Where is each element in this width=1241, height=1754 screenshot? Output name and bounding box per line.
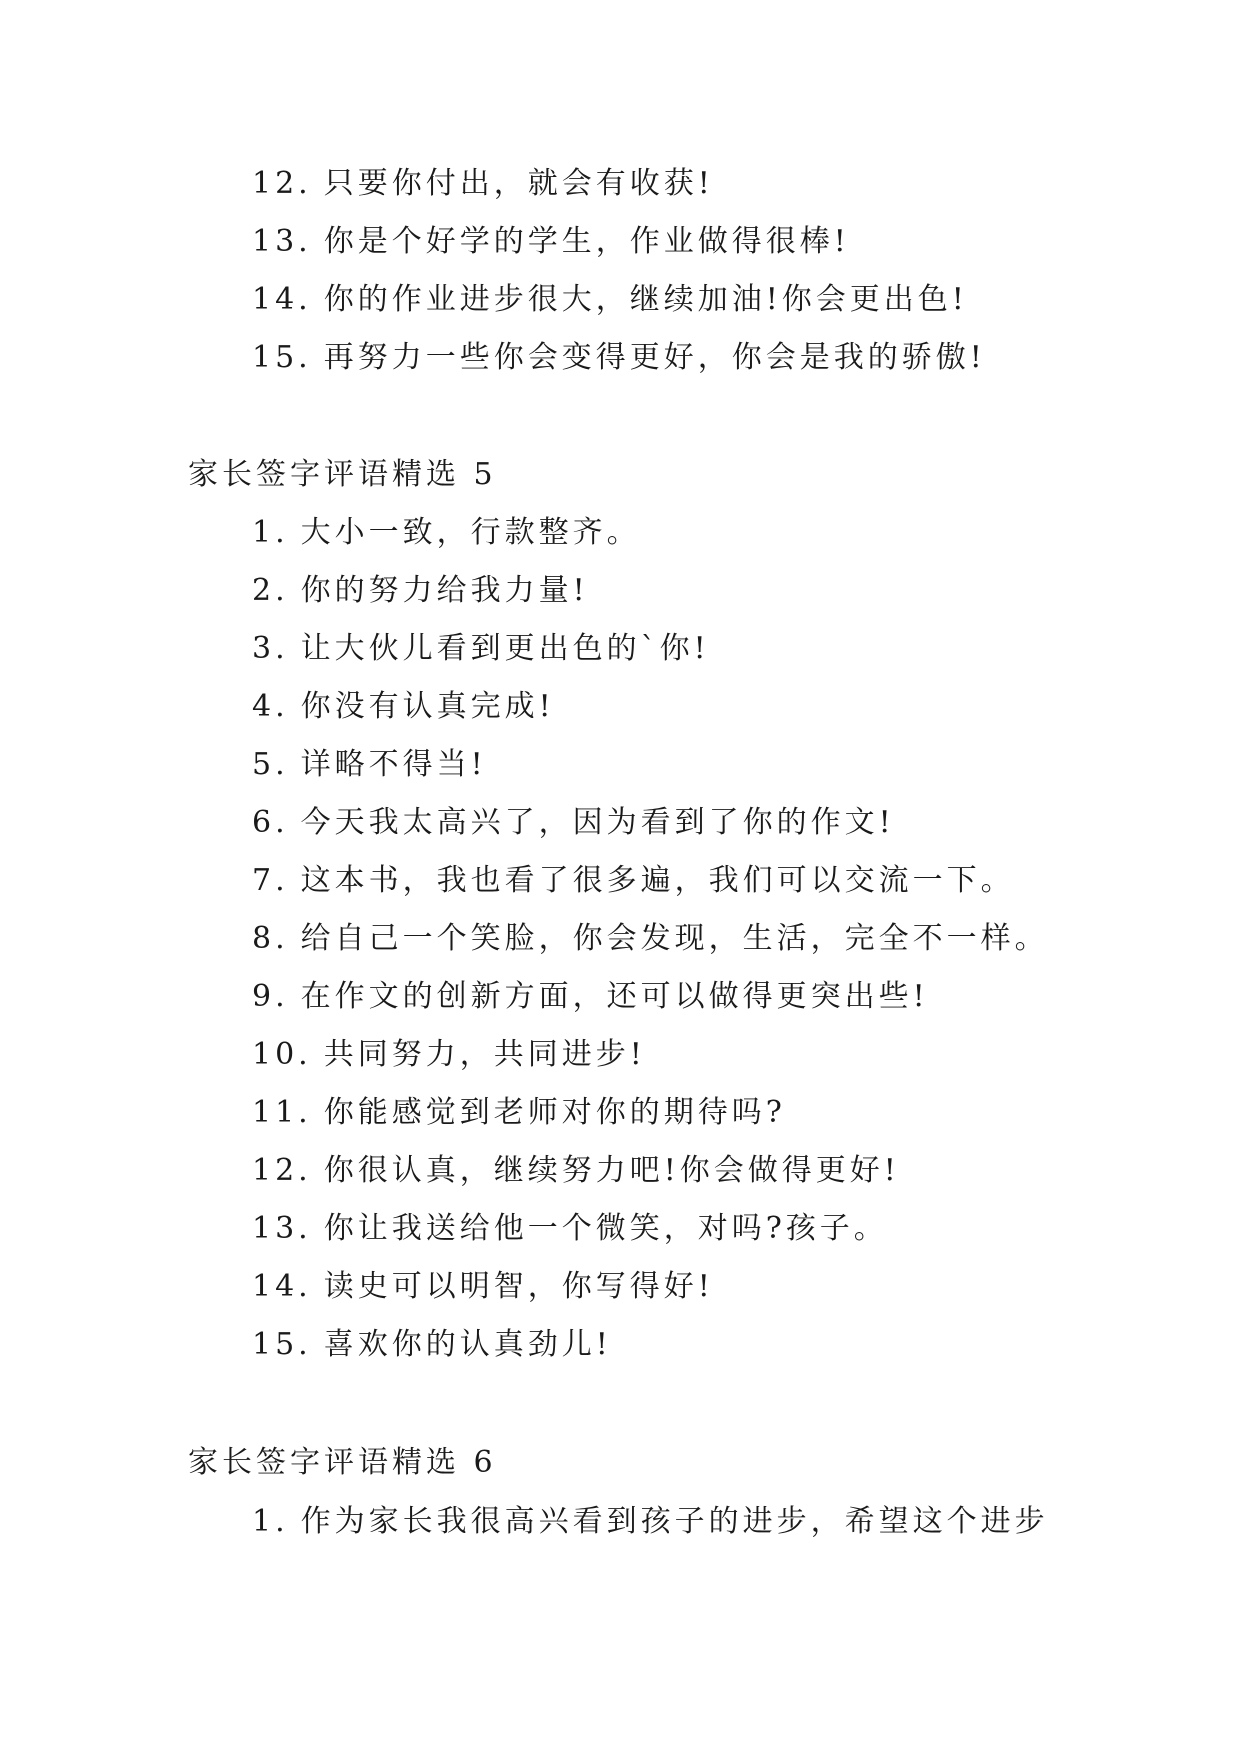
- list-item: 13. 你是个好学的学生，作业做得很棒!: [252, 224, 850, 259]
- list-item: 11. 你能感觉到老师对你的期待吗?: [252, 1095, 786, 1130]
- list-item: 6. 今天我太高兴了，因为看到了你的作文!: [252, 805, 895, 840]
- list-item: 5. 详略不得当!: [252, 747, 487, 782]
- section-heading-5: 家长签字评语精选 5: [188, 457, 497, 492]
- list-item: 4. 你没有认真完成!: [252, 689, 555, 724]
- list-item: 1. 作为家长我很高兴看到孩子的进步，希望这个进步: [252, 1504, 1049, 1539]
- list-item: 14. 你的作业进步很大，继续加油!你会更出色!: [252, 282, 968, 317]
- list-item: 8. 给自己一个笑脸，你会发现，生活，完全不一样。: [252, 921, 1049, 956]
- list-item: 15. 喜欢你的认真劲儿!: [252, 1327, 612, 1362]
- list-item: 2. 你的努力给我力量!: [252, 573, 589, 608]
- list-item: 12. 只要你付出，就会有收获!: [252, 166, 714, 201]
- list-item: 14. 读史可以明智，你写得好!: [252, 1269, 714, 1304]
- list-item: 12. 你很认真，继续努力吧!你会做得更好!: [252, 1153, 900, 1188]
- list-item: 7. 这本书，我也看了很多遍，我们可以交流一下。: [252, 863, 1015, 898]
- section-heading-6: 家长签字评语精选 6: [188, 1445, 497, 1480]
- comment-list-5: [252, 504, 1049, 1374]
- list-item: 13. 你让我送给他一个微笑，对吗?孩子。: [252, 1211, 888, 1246]
- list-item: 9. 在作文的创新方面，还可以做得更突出些!: [252, 979, 929, 1014]
- comment-list-6: [252, 1493, 1049, 1551]
- list-item: 1. 大小一致，行款整齐。: [252, 515, 641, 550]
- list-item: 15. 再努力一些你会变得更好，你会是我的骄傲!: [252, 340, 986, 375]
- comment-list-continued: [252, 155, 986, 387]
- list-item: 10. 共同努力，共同进步!: [252, 1037, 646, 1072]
- list-item: 3. 让大伙儿看到更出色的`你!: [252, 631, 710, 666]
